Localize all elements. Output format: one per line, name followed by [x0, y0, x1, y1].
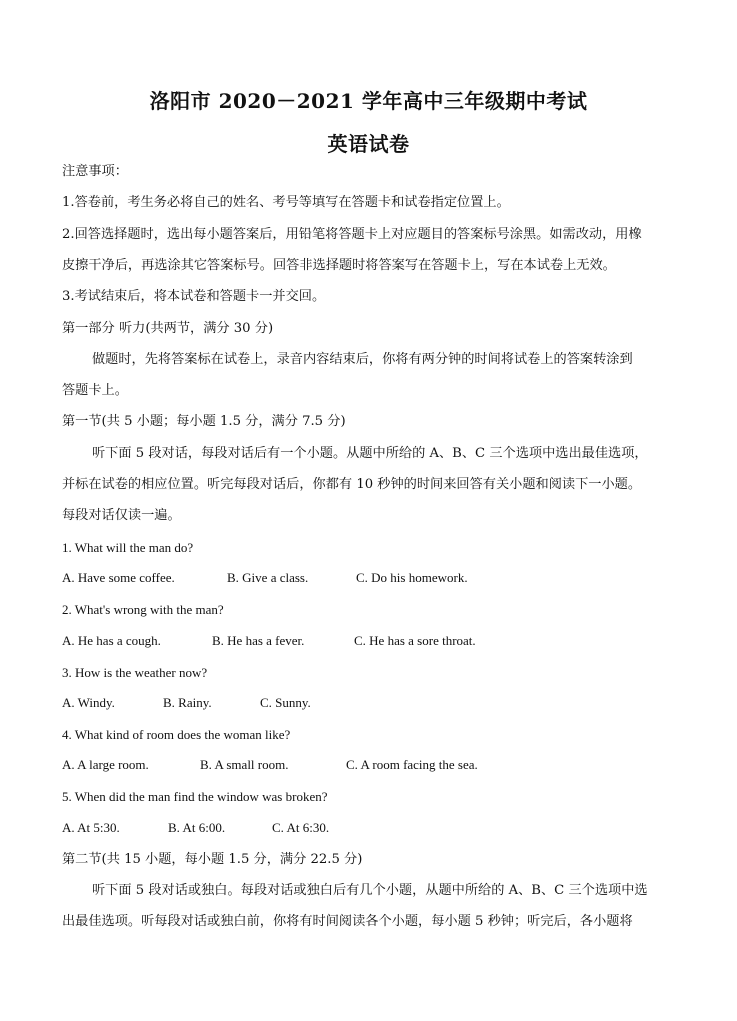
notice-3: 3.考试结束后，将本试卷和答题卡一并交回。 [62, 289, 326, 304]
question-1: 1. What will the man do? [62, 540, 194, 555]
option-c: C. He has a sore throat. [354, 633, 476, 648]
option-a: A. At 5:30. [62, 820, 120, 835]
question-2: 2. What's wrong with the man? [62, 602, 224, 617]
option-b: B. He has a fever. [212, 633, 305, 648]
question-3-options [62, 695, 311, 711]
section1-instruction: 听下面 5 段对话，每段对话后有一个小题。从题中所给的 A、B、C 三个选项中选出最佳选项， [92, 446, 648, 461]
option-a: A. He has a cough. [62, 633, 161, 648]
notice-1: 1.答卷前，考生务必将自己的姓名、考号等填写在答题卡和试卷指定位置上。 [62, 195, 510, 210]
option-b: B. Give a class. [227, 570, 309, 585]
section2-instruction-2: 出最佳选项。听每段对话或独白前，你将有时间阅读各个小题，每小题 5 秒钟；听完后，各小题将 [62, 914, 633, 929]
question-3: 3. How is the weather now? [62, 665, 208, 680]
option-b: B. Rainy. [163, 695, 212, 710]
option-a: A. A large room. [62, 757, 149, 772]
question-4: 4. What kind of room does the woman like? [62, 727, 291, 742]
option-b: B. A small room. [200, 757, 289, 772]
exam-subtitle: 英语试卷 [327, 132, 410, 156]
option-c: C. At 6:30. [272, 820, 330, 835]
option-b: B. At 6:00. [168, 820, 226, 835]
option-c: C. A room facing the sea. [346, 757, 478, 772]
option-c: C. Sunny. [260, 695, 311, 710]
notice-2: 2.回答选择题时，选出每小题答案后，用铅笔将答题卡上对应题目的答案标号涂黑。如需改动，用橡 [62, 227, 642, 242]
notice-header: 注意事项： [62, 164, 128, 179]
option-c: C. Do his homework. [356, 570, 468, 585]
question-5-options [62, 820, 329, 836]
section1-instruction-3: 每段对话仅读一遍。 [62, 508, 181, 523]
section1-instruction-2: 并标在试卷的相应位置。听完每段对话后，你都有 10 秒钟的时间来回答有关小题和阅读下一小题。 [62, 477, 642, 492]
section2-heading: 第二节(共 15 小题，每小题 1.5 分，满分 22.5 分) [62, 852, 363, 867]
section2-instruction: 听下面 5 段对话或独白。每段对话或独白后有几个小题，从题中所给的 A、B、C 三个选项中选 [92, 883, 648, 898]
question-5: 5. When did the man find the window was broken? [62, 789, 328, 804]
part1-instruction: 做题时，先将答案标在试卷上，录音内容结束后，你将有两分钟的时间将试卷上的答案转涂到 [92, 352, 633, 367]
option-a: A. Have some coffee. [62, 570, 175, 585]
part1-instruction-cont: 答题卡上。 [62, 383, 128, 398]
question-1-options [62, 570, 468, 586]
question-2-options [62, 633, 476, 649]
exam-title: 洛阳市 2020－2021 学年高中三年级期中考试 [149, 89, 588, 113]
question-4-options [62, 757, 478, 773]
option-a: A. Windy. [62, 695, 115, 710]
section1-heading: 第一节(共 5 小题；每小题 1.5 分，满分 7.5 分) [62, 414, 346, 429]
part1-heading: 第一部分 听力(共两节，满分 30 分) [62, 321, 274, 336]
notice-2-cont: 皮擦干净后，再选涂其它答案标号。回答非选择题时将答案写在答题卡上，写在本试卷上无效。 [62, 258, 616, 273]
